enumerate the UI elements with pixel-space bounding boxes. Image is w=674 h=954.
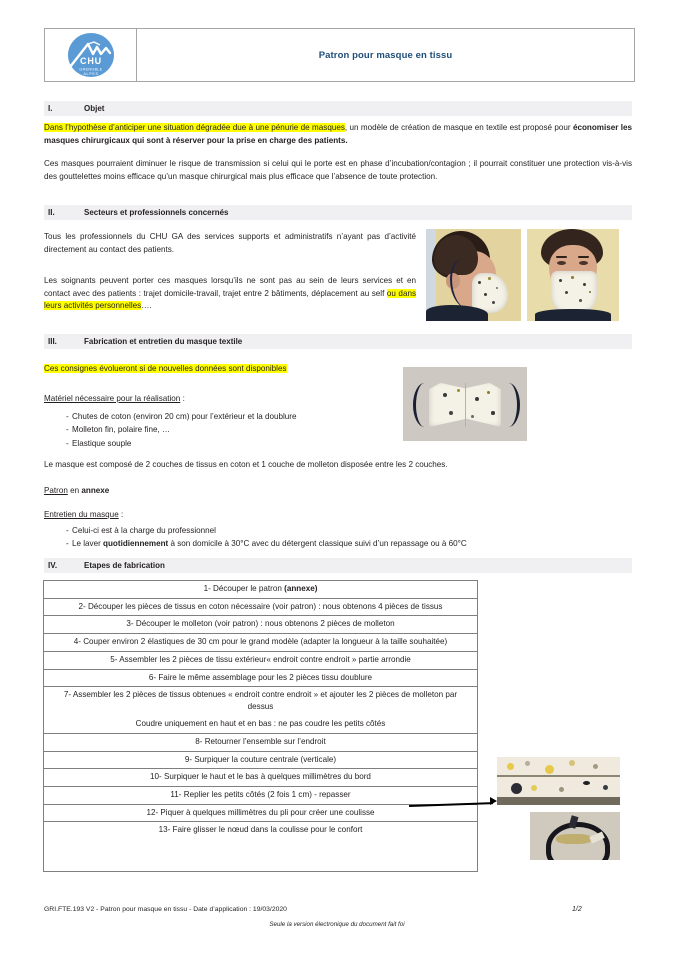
photo-personne-masque-face [527,229,619,321]
fabrication-steps-table [43,580,478,872]
objet-paragraph-2: Ces masques pourraient diminuer le risque de transmission si celui qui le porte est en phase d’incubation/contagion ; il pourrait constituer une protection vis-à-vis des gouttelettes moins efficace qu’un masque chirurgical mais plus efficace que l’absence de toute protection. [44,159,632,181]
table-row: 13- Faire glisser le nœud dans la coulisse pour le confort [44,822,477,871]
step-text-bold: (annexe) [284,584,318,593]
table-row: 8- Retourner l’ensemble sur l’endroit [44,734,477,752]
table-row: 3- Découper le molleton (voir patron) : nous obtenons 2 pièces de molleton [44,616,477,634]
section-heading-objet [44,101,632,116]
section-heading-etapes [44,558,632,573]
secteurs-p2-end: …. [141,301,152,311]
table-row: 7- Assembler les 2 pièces de tissus obtenues « endroit contre endroit » et ajouter les 2 pièces de molleton par dessus [63,690,458,712]
section-number: IV. [48,561,58,570]
objet-mid: , un modèle de création de masque en textile est proposé pour [344,123,573,132]
secteurs-p2-start: Les soignants peuvent porter ces masques lorsqu’ils ne sont pas au sein de leurs services et en contact avec des patients : trajet domicile-travail, trajet entre 2 bâtiments, déplacement au self [44,276,416,298]
section-number: II. [48,208,55,217]
bullet-dash-icon: - [66,539,69,549]
secteurs-paragraph-2 [44,275,416,313]
list-item [44,537,632,550]
table-row: 11- Replier les petits côtés (2 fois 1 cm) - repasser [44,787,477,805]
list-item-label [72,537,467,550]
entretien-item2-bold: quotidiennement [103,539,169,549]
entretien-item2-a: Le laver [72,539,104,549]
materiel-title [44,393,185,406]
section-heading-secteurs [44,205,632,220]
table-row [44,581,477,599]
table-row: 9- Surpiquer la couture centrale (verticale) [44,752,477,770]
list-item-label: Molleton fin, polaire fine, … [72,425,171,435]
list-item [44,423,374,436]
materiel-title-underlined: Matériel nécessaire pour la réalisation [44,394,181,403]
list-item-label: Celui-ci est à la charge du professionnel [72,526,216,535]
svg-text:GRENOBLE: GRENOBLE [78,67,103,72]
table-row-step-12: 12- Piquer à quelques millimètres du pli pour créer une coulisse [44,805,477,823]
secteurs-paragraph-1: Tous les professionnels du CHU GA des services supports et administratifs n’ayant pas d’activité directement au contact des patients. [44,232,416,254]
patron-annexe-line [44,485,109,498]
document-header [44,28,635,82]
photo-detail-noeud-elastique [530,812,620,860]
fabrication-notice [44,363,287,376]
logo-svg [66,30,116,80]
section-title: Objet [84,104,105,113]
table-row: 4- Couper environ 2 élastiques de 30 cm pour le grand modèle (adapter la longueur à la taille souhaitée) [44,634,477,652]
objet-paragraph-1 [44,122,632,147]
section-title: Etapes de fabrication [84,561,165,570]
materiel-list [44,410,374,450]
patron-mid: en [67,486,82,495]
svg-text:CHU: CHU [79,56,102,66]
objet-bold: économiser les masques chirurgicaux qui sont à réserver pour la prise en charge des patients. [44,123,632,145]
footer-note: Seule la version électronique du document fait foi [269,921,405,928]
entretien-title-underlined: Entretien du masque [44,510,119,519]
bullet-dash-icon: - [66,412,69,421]
table-row: 2- Découper les pièces de tissus en coton nécessaire (voir patron) : nous obtenons 4 pièces de tissus [44,599,477,617]
section-number: III. [48,337,57,346]
photo-detail-coulisse [497,757,620,805]
section-heading-fabrication [44,334,632,349]
entretien-title [44,509,123,522]
table-row: 6- Faire le même assemblage pour les 2 pièces tissu doublure [44,670,477,688]
section-title: Secteurs et professionnels concernés [84,208,229,217]
header-title-cell [137,29,634,81]
chu-grenoble-alpes-logo [66,30,116,80]
patron-underlined: Patron [44,486,68,495]
svg-text:ALPES: ALPES [82,72,99,76]
table-row: Coudre uniquement en haut et en bas : ne pas coudre les petits côtés [44,716,477,734]
section-number: I. [48,104,53,113]
bullet-dash-icon: - [66,526,69,535]
list-item-label: Chutes de coton (environ 20 cm) pour l’extérieur et la doublure [72,412,297,421]
table-row: 10- Surpiquer le haut et le bas à quelques millimètres du bord [44,769,477,787]
section-title: Fabrication et entretien du masque textile [84,337,243,346]
table-row: 5- Assembler les 2 pièces de tissu extérieur« endroit contre endroit » partie arrondie [44,652,477,670]
document-title: Patron pour masque en tissu [318,49,453,61]
materiel-title-colon: : [180,394,185,403]
secteurs-p2-highlight: ou dans leurs activités personnelles [44,288,416,311]
footer-page-number: 1/2 [572,906,582,913]
fabrication-notice-text: Ces consignes évolueront si de nouvelles données sont disponibles [44,364,287,373]
pointer-arrow-head-icon [490,797,497,805]
entretien-list [44,524,632,551]
composition-text: Le masque est composé de 2 couches de tissus en coton et 1 couche de molleton disposée entre les 2 couches. [44,460,448,469]
list-item-label: Elastique souple [72,438,132,448]
bullet-dash-icon: - [66,425,69,435]
step-text: 1- Découper le patron [203,584,285,593]
list-item [44,410,374,423]
photo-personne-masque-profil [426,229,521,321]
photo-masque-tissu-elastiques [403,367,527,441]
header-logo-cell [45,29,137,81]
list-item [44,437,374,450]
footer-reference: GRI.FTE.193 V2 - Patron pour masque en tissu - Date d’application : 19/03/2020 [44,906,287,913]
entretien-item2-c: à son domicile à 30°C avec du détergent classique suivi d’un repassage ou à 60°C [168,539,467,549]
bullet-dash-icon: - [66,438,69,448]
entretien-title-colon: : [118,510,124,519]
list-item [44,524,632,537]
annexe-bold: annexe [81,486,110,495]
objet-highlight: Dans l’hypothèse d’anticiper une situation dégradée due à une pénurie de masques [44,123,345,132]
